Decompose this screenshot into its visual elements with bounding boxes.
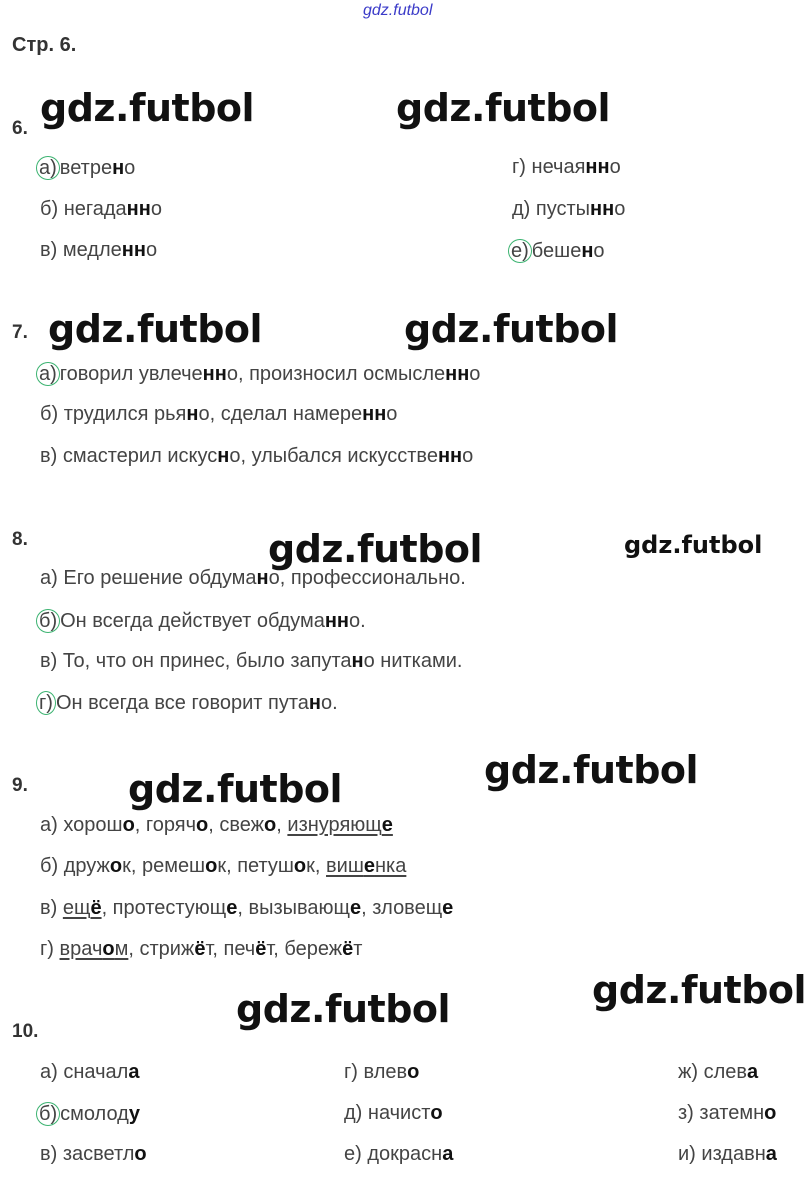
ex8-line-c: в) То, что он принес, было запутано нитками. bbox=[40, 650, 463, 672]
exercise-6-number: 6. bbox=[12, 118, 28, 139]
exercise-7-number: 7. bbox=[12, 322, 28, 343]
ex8-line-a: а) Его решение обдумано, профессионально. bbox=[40, 567, 466, 589]
ex7-line-b: б) трудился рьяно, сделал намеренно bbox=[40, 403, 398, 425]
ex10-item-g: ж) слева bbox=[678, 1061, 759, 1083]
watermark: gdz.futbol bbox=[484, 748, 699, 792]
ex10-item-i: и) издавна bbox=[678, 1143, 777, 1165]
answer-circle: б) bbox=[36, 1102, 60, 1126]
answer-circle: г) bbox=[36, 691, 56, 715]
answer-circle: б) bbox=[36, 609, 60, 633]
top-watermark: gdz.futbol bbox=[363, 2, 433, 19]
ex7-line-c: в) смастерил искусно, улыбался искусственно bbox=[40, 445, 474, 467]
ex8-line-b: б) Он всегда действует обдуманно. bbox=[40, 609, 366, 633]
ex10-item-c: в) засветло bbox=[40, 1143, 147, 1165]
ex10-item-h: з) затемно bbox=[678, 1102, 777, 1124]
ex6-item-b: б) негаданно bbox=[40, 198, 162, 220]
watermark: gdz.futbol bbox=[592, 968, 807, 1012]
ex9-line-c: в) ещё, протестующе, вызывающе, зловеще bbox=[40, 897, 454, 919]
ex10-item-d: г) влево bbox=[344, 1061, 420, 1083]
ex10-item-a: а) сначала bbox=[40, 1061, 140, 1083]
ex10-item-e: д) начисто bbox=[344, 1102, 443, 1124]
exercise-10-number: 10. bbox=[12, 1021, 39, 1042]
watermark: gdz.futbol bbox=[40, 86, 255, 130]
answer-circle: а) bbox=[36, 156, 60, 180]
ex6-item-a: а) ветрено bbox=[40, 156, 135, 180]
ex9-line-a: а) хорошо, горячо, свежо, изнуряюще bbox=[40, 814, 393, 836]
exercise-8-number: 8. bbox=[12, 529, 28, 550]
watermark: gdz.futbol bbox=[396, 86, 611, 130]
watermark: gdz.futbol bbox=[404, 307, 619, 351]
watermark: gdz.futbol bbox=[128, 767, 343, 811]
watermark: gdz.futbol bbox=[236, 987, 451, 1031]
answer-circle: е) bbox=[508, 239, 532, 263]
ex8-line-d: г) Он всегда все говорит путано. bbox=[40, 691, 338, 715]
ex10-item-f: е) докрасна bbox=[344, 1143, 454, 1165]
ex9-line-d: г) врачом, стрижёт, печёт, бережёт bbox=[40, 938, 363, 960]
ex6-item-d: г) нечаянно bbox=[512, 156, 621, 178]
watermark: gdz.futbol bbox=[268, 527, 483, 571]
ex9-line-b: б) дружок, ремешок, петушок, вишенка bbox=[40, 855, 407, 877]
answer-circle: а) bbox=[36, 362, 60, 386]
page-label: Стр. 6. bbox=[12, 34, 77, 56]
ex6-item-c: в) медленно bbox=[40, 239, 158, 261]
ex6-item-f: е) бешено bbox=[512, 239, 605, 263]
ex6-item-e: д) пустынно bbox=[512, 198, 626, 220]
ex10-item-b: б) смолоду bbox=[40, 1102, 140, 1126]
exercise-9-number: 9. bbox=[12, 775, 28, 796]
watermark: gdz.futbol bbox=[48, 307, 263, 351]
watermark: gdz.futbol bbox=[624, 531, 763, 559]
ex7-line-a: а) говорил увлеченно, произносил осмысленно bbox=[40, 362, 480, 386]
